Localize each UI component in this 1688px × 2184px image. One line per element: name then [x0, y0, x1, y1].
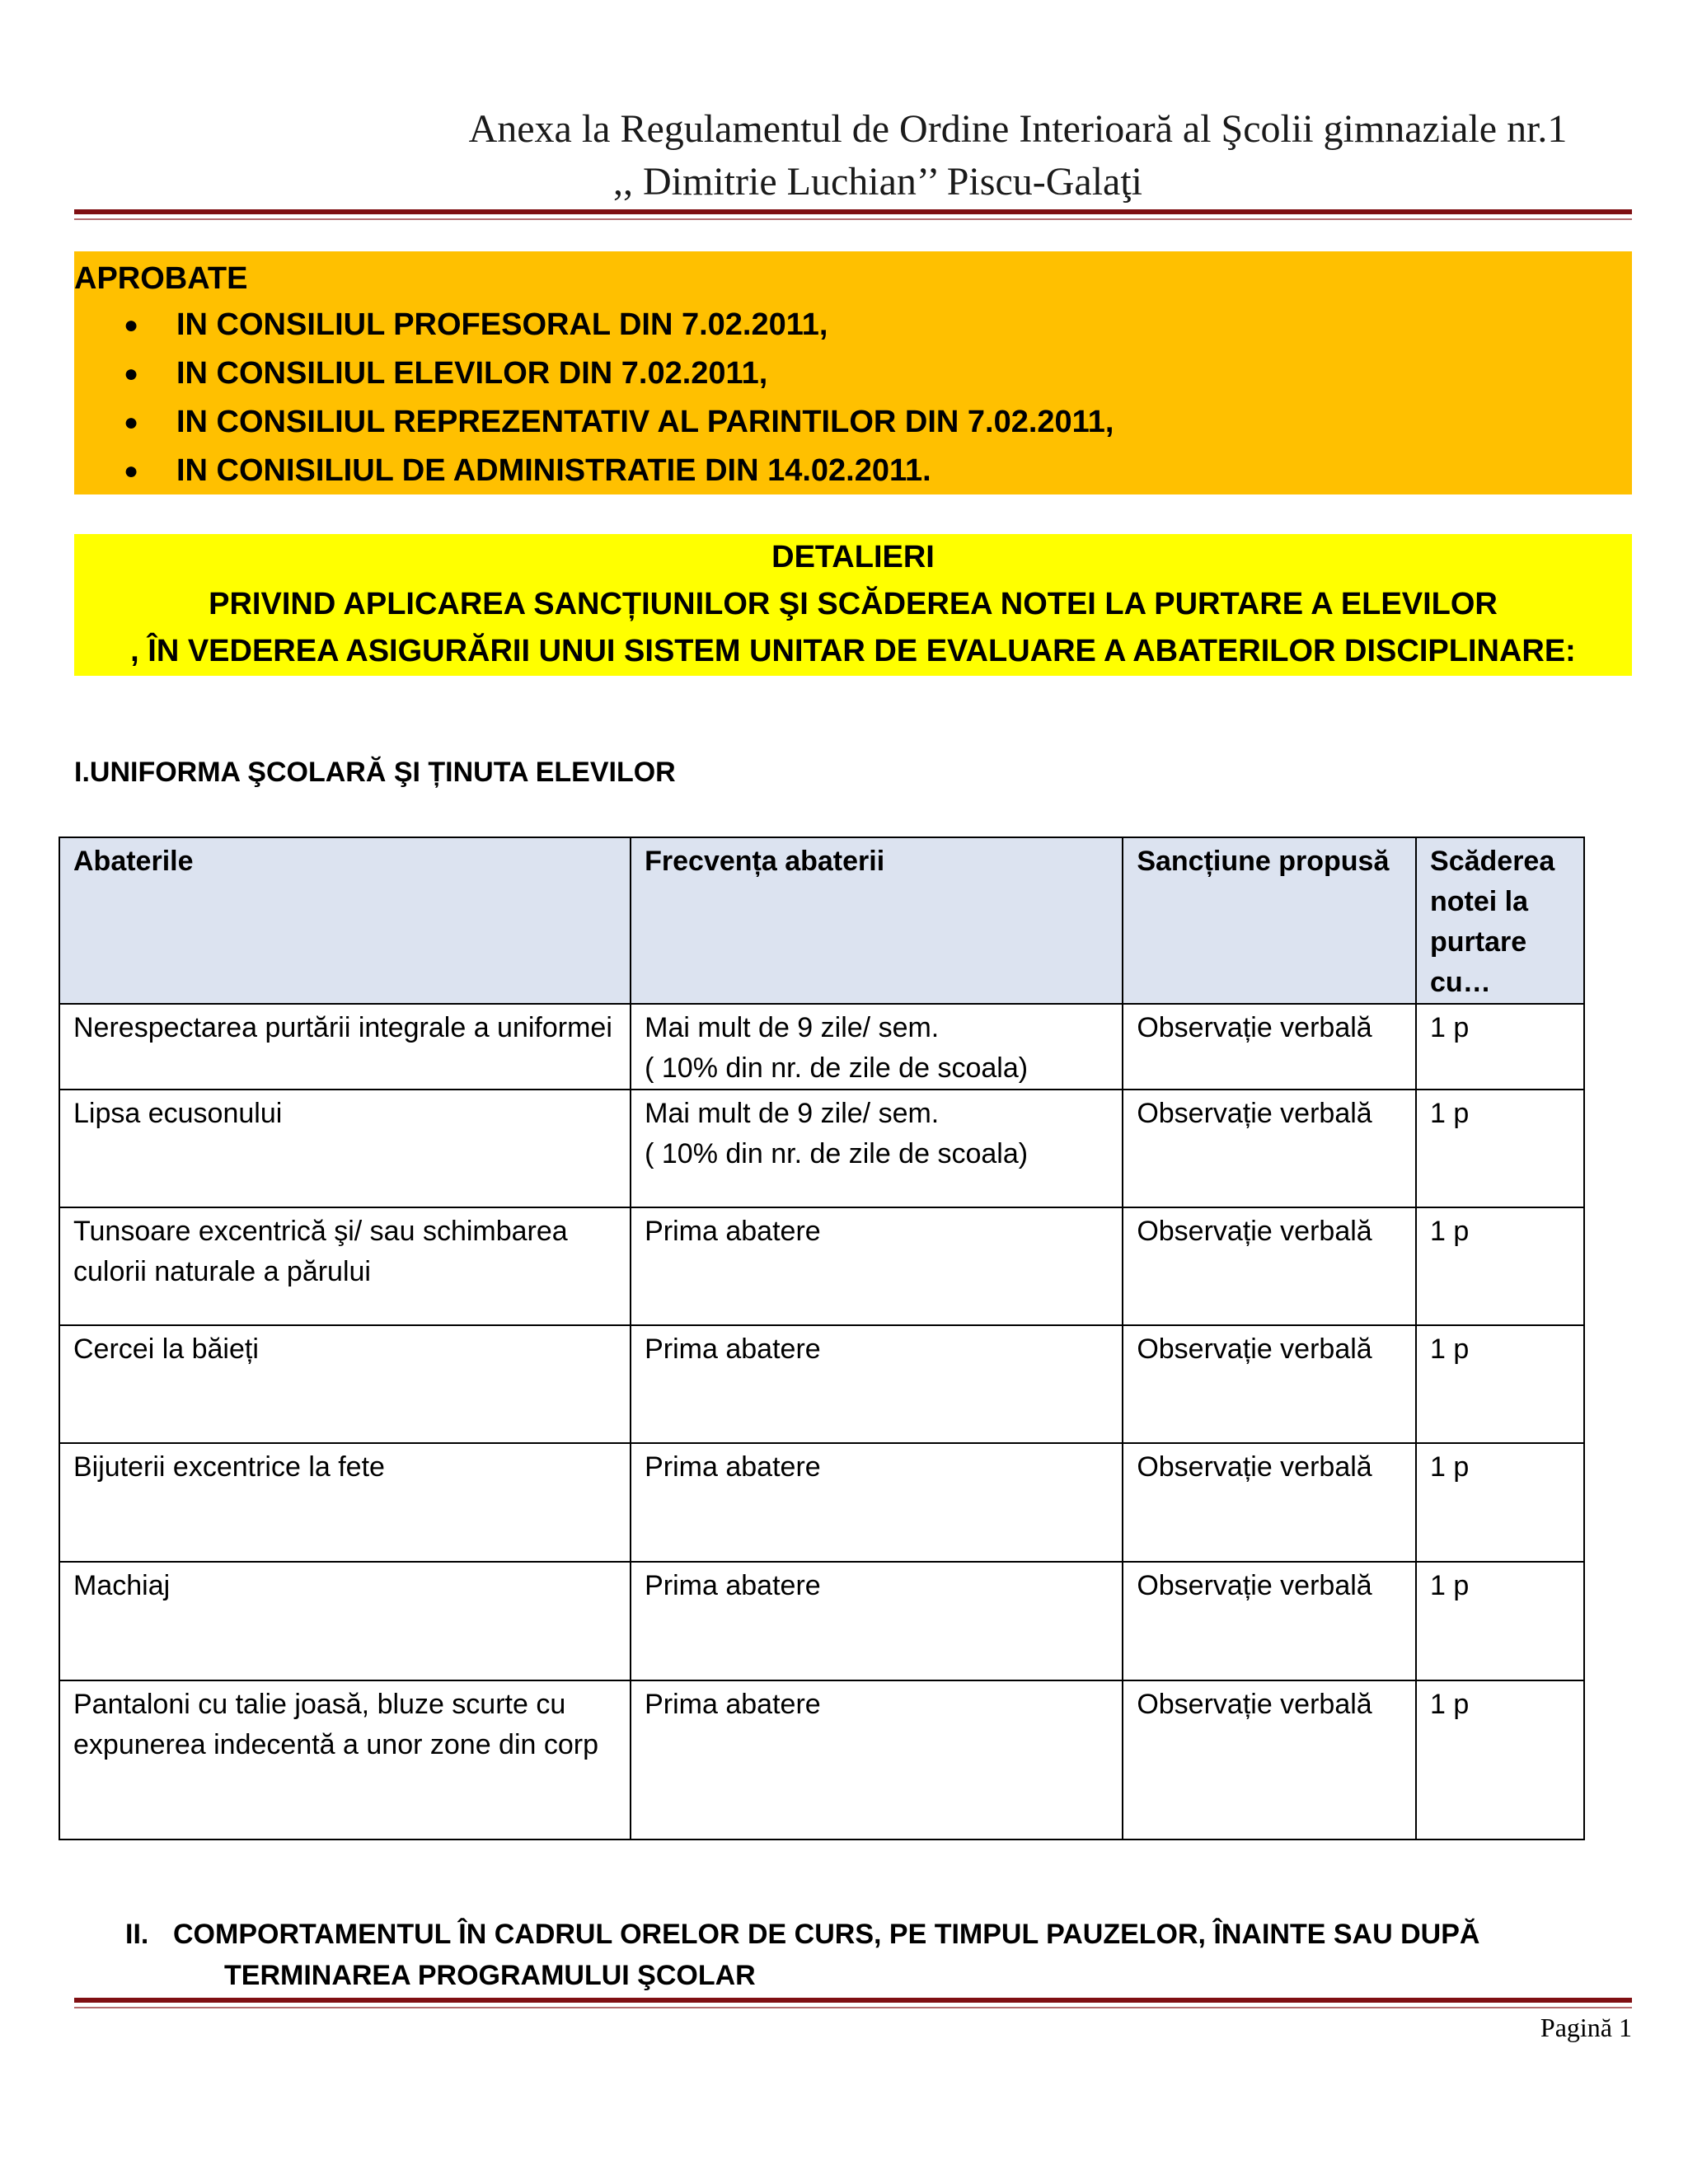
header-line-1: Anexa la Regulamentul de Ordine Interioară al Şcolii gimnaziale nr.1	[468, 107, 1568, 151]
table-cell: 1 p	[1416, 1207, 1584, 1325]
table-cell: Observație verbală	[1123, 1443, 1416, 1562]
section-title-line-2: TERMINAREA PROGRAMULUI ŞCOLAR	[224, 1960, 756, 1991]
table-cell: Observație verbală	[1123, 1090, 1416, 1207]
table-cell: Observație verbală	[1123, 1004, 1416, 1090]
table-cell: Cercei la băieți	[59, 1325, 631, 1443]
section-heading: I.UNIFORMA ŞCOLARĂ ŞI ȚINUTA ELEVILOR	[74, 757, 676, 788]
table-cell: 1 p	[1416, 1562, 1584, 1680]
approval-item: ● IN CONSILIUL REPREZENTATIV AL PARINTILOR DIN 7.02.2011,	[124, 398, 1632, 447]
approval-item: ● IN CONSILIUL PROFESORAL DIN 7.02.2011,	[124, 301, 1632, 349]
approval-item: ● IN CONSILIUL ELEVILOR DIN 7.02.2011,	[124, 349, 1632, 398]
section-title-line-1: COMPORTAMENTUL ÎN CADRUL ORELOR DE CURS, PE TIMPUL PAUZELOR, ÎNAINTE SAU DUPĂ	[173, 1919, 1480, 1950]
table-cell	[631, 1004, 1123, 1090]
table-cell: Observație verbală	[1123, 1325, 1416, 1443]
details-subtitle: PRIVIND APLICAREA SANCȚIUNILOR ŞI SCĂDEREA NOTEI LA PURTARE A ELEVILOR	[209, 587, 1498, 621]
table-cell: 1 p	[1416, 1325, 1584, 1443]
table-cell: 1 p	[1416, 1004, 1584, 1090]
header-divider	[74, 209, 1632, 220]
table-row	[59, 1207, 1584, 1325]
column-header: Scăderea notei la purtare cu…	[1416, 837, 1584, 1004]
section-heading-2	[125, 1914, 1479, 1996]
document-header	[74, 103, 1632, 209]
column-header: Sancțiune propusă	[1123, 837, 1416, 1004]
table-cell: Prima abatere	[631, 1325, 1123, 1443]
table-cell: Pantaloni cu talie joasă, bluze scurte cu expunerea indecentă a unor zone din corp	[59, 1680, 631, 1840]
frequency-line: Mai mult de 9 zile/ sem. ( 10% din nr. de zile de scoala)	[645, 1012, 1029, 1084]
table-cell: Prima abatere	[631, 1680, 1123, 1840]
header-line-2: ,, Dimitrie Luchian’’ Piscu-Galaţi	[612, 160, 1143, 204]
table-cell: Bijuterii excentrice la fete	[59, 1443, 631, 1562]
table-row	[59, 1004, 1584, 1090]
table-row	[59, 1090, 1584, 1207]
table-cell: Machiaj	[59, 1562, 631, 1680]
table-row	[59, 1680, 1584, 1840]
table-cell: 1 p	[1416, 1680, 1584, 1840]
table-cell: Observație verbală	[1123, 1680, 1416, 1840]
details-subtitle-2: , ÎN VEDEREA ASIGURĂRII UNUI SISTEM UNITAR DE EVALUARE A ABATERILOR DISCIPLINARE:	[130, 634, 1576, 668]
table-cell: Nerespectarea purtării integrale a uniformei	[59, 1004, 631, 1090]
footer-divider	[74, 1998, 1632, 2008]
details-banner	[74, 534, 1632, 676]
approval-item: ● IN CONISILIUL DE ADMINISTRATIE DIN 14.02.2011.	[124, 447, 1632, 495]
approval-list	[74, 301, 1632, 495]
bullet-icon: ●	[124, 457, 139, 485]
table-cell: 1 p	[1416, 1443, 1584, 1562]
table-row	[59, 1325, 1584, 1443]
table-row	[59, 1562, 1584, 1680]
table-row	[59, 1443, 1584, 1562]
table-cell: Prima abatere	[631, 1562, 1123, 1680]
page-number: Pagină 1	[1540, 2013, 1632, 2042]
bullet-icon: ●	[124, 312, 139, 339]
table-cell: Observație verbală	[1123, 1207, 1416, 1325]
table-cell: Prima abatere	[631, 1207, 1123, 1325]
table-cell: Prima abatere	[631, 1443, 1123, 1562]
table-header-row	[59, 837, 1584, 1004]
bullet-icon: ●	[124, 409, 139, 436]
approval-title: APROBATE	[74, 261, 248, 296]
column-header: Frecvența abaterii	[631, 837, 1123, 1004]
approval-box	[74, 251, 1632, 494]
frequency-line: Mai mult de 9 zile/ sem. ( 10% din nr. de zile de scoala)	[645, 1098, 1029, 1169]
table-cell: 1 p	[1416, 1090, 1584, 1207]
details-title: DETALIERI	[771, 540, 935, 574]
column-header: Abaterile	[59, 837, 631, 1004]
table-cell	[631, 1090, 1123, 1207]
bullet-icon: ●	[124, 360, 139, 387]
section-number: II.	[125, 1919, 149, 1950]
table-cell: Tunsoare excentrică şi/ sau schimbarea culorii naturale a părului	[59, 1207, 631, 1325]
table-cell: Observație verbală	[1123, 1562, 1416, 1680]
table-cell: Lipsa ecusonului	[59, 1090, 631, 1207]
sanctions-table	[59, 837, 1585, 1840]
